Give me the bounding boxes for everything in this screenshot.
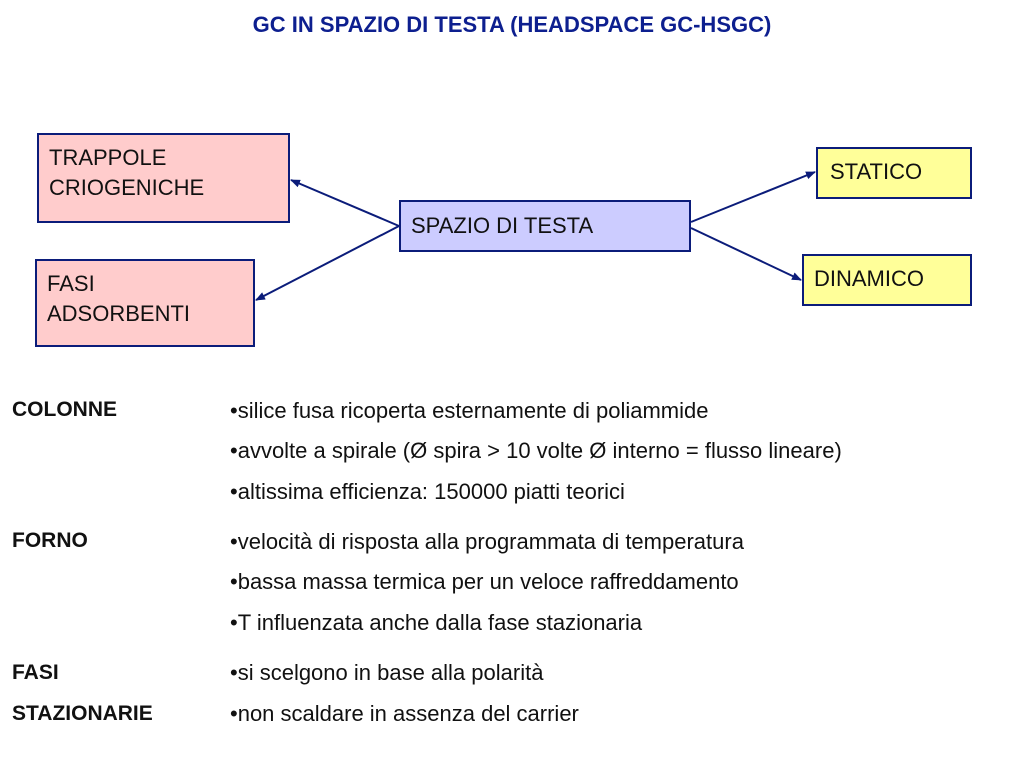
forno-bullet-2: •bassa massa termica per un veloce raffreddamento bbox=[230, 569, 739, 594]
fasi-stazionarie-bullet-2: •non scaldare in assenza del carrier bbox=[230, 701, 579, 726]
arrow-to-statico bbox=[691, 172, 815, 222]
fasi-adsorbenti-line-1: FASI bbox=[47, 271, 95, 296]
colonne-bullet-1: •silice fusa ricoperta esternamente di poliammide bbox=[230, 398, 709, 423]
section-label-fasi-line-2: STAZIONARIE bbox=[12, 702, 153, 725]
arrow-to-fasi-adsorbenti bbox=[256, 226, 399, 300]
colonne-bullet-2: •avvolte a spirale (Ø spira > 10 volte Ø interno = flusso lineare) bbox=[230, 438, 842, 463]
forno-bullet-3: •T influenzata anche dalla fase stazionaria bbox=[230, 610, 643, 635]
arrow-to-trappole bbox=[291, 180, 399, 226]
trappole-line-2: CRIOGENICHE bbox=[49, 175, 205, 200]
statico-label: STATICO bbox=[830, 159, 923, 184]
fasi-adsorbenti-line-2: ADSORBENTI bbox=[47, 301, 191, 326]
page-title: GC IN SPAZIO DI TESTA (HEADSPACE GC-HSGC) bbox=[252, 12, 772, 37]
dinamico-label: DINAMICO bbox=[814, 266, 924, 291]
statico-box bbox=[816, 147, 972, 199]
section-label-forno: FORNO bbox=[12, 529, 88, 552]
arrow-to-dinamico bbox=[691, 228, 801, 280]
section-label-fasi-line-1: FASI bbox=[12, 661, 59, 684]
trappole-criogeniche-box bbox=[37, 133, 290, 223]
trappole-line-1: TRAPPOLE bbox=[49, 145, 167, 170]
forno-bullet-1: •velocità di risposta alla programmata di temperatura bbox=[230, 529, 744, 554]
colonne-bullet-3: •altissima efficienza: 150000 piatti teorici bbox=[230, 479, 625, 504]
spazio-di-testa-label: SPAZIO DI TESTA bbox=[411, 213, 594, 238]
spazio-di-testa-box bbox=[399, 200, 691, 252]
fasi-adsorbenti-box bbox=[35, 259, 255, 347]
dinamico-box bbox=[802, 254, 972, 306]
fasi-stazionarie-bullet-1: •si scelgono in base alla polarità bbox=[230, 660, 544, 685]
section-label-colonne: COLONNE bbox=[12, 398, 117, 421]
